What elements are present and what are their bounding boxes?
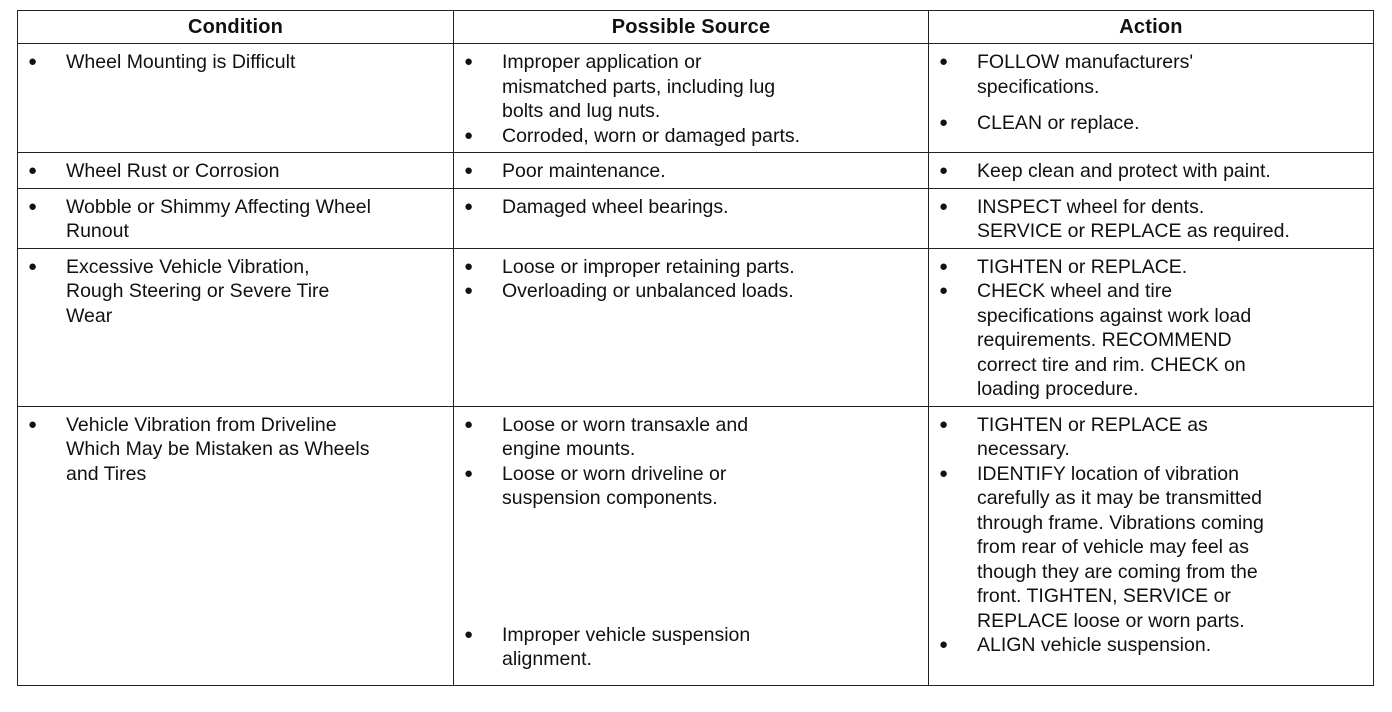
bullet-icon: ● <box>464 625 474 643</box>
source-text: Corroded, worn or damaged parts. <box>502 124 801 147</box>
bullet-icon: ● <box>939 257 949 275</box>
condition-item <box>26 195 447 244</box>
bullet-icon: ● <box>28 197 38 215</box>
header-condition: Condition <box>18 11 454 44</box>
condition-item <box>26 50 447 75</box>
bullet-icon: ● <box>939 114 949 131</box>
condition-text: Wheel Rust or Corrosion <box>66 160 280 182</box>
condition-item <box>26 255 447 329</box>
bullet-icon: ● <box>939 53 949 70</box>
action-item <box>937 50 1367 99</box>
bullet-icon: ● <box>28 162 38 179</box>
bullet-icon: ● <box>28 257 38 275</box>
source-cell <box>454 188 929 248</box>
condition-item <box>26 159 447 184</box>
action-text: CHECK wheel and tire specifications against work load requirements. RECOMMEND correct tire and rim. CHECK on loading procedure. <box>977 280 1252 400</box>
action-text: TIGHTEN or REPLACE. <box>977 255 1188 278</box>
bullet-icon: ● <box>939 464 949 482</box>
bullet-icon: ● <box>464 53 474 70</box>
source-cell <box>454 153 929 189</box>
header-row <box>18 11 1374 44</box>
action-text: INSPECT wheel for dents. SERVICE or REPLACE as required. <box>977 195 1290 242</box>
condition-cell <box>18 248 454 406</box>
source-item <box>462 255 922 280</box>
action-text: FOLLOW manufacturers' specifications. <box>977 51 1194 98</box>
action-item <box>937 462 1367 634</box>
bullet-icon: ● <box>464 282 474 299</box>
source-text: Poor maintenance. <box>502 160 666 182</box>
source-text: Improper vehicle suspension alignment. <box>502 623 751 670</box>
action-item <box>937 279 1367 402</box>
condition-text: Vehicle Vibration from Driveline Which May be Mistaken as Wheels and Tires <box>66 413 370 485</box>
action-cell <box>929 44 1374 153</box>
condition-text: Wobble or Shimmy Affecting Wheel Runout <box>66 195 371 242</box>
bullet-icon: ● <box>939 636 949 653</box>
action-text: Keep clean and protect with paint. <box>977 160 1271 182</box>
action-item <box>937 195 1367 244</box>
bullet-icon: ● <box>464 162 474 179</box>
action-text: TIGHTEN or REPLACE as necessary. <box>977 413 1208 460</box>
action-item <box>937 255 1367 280</box>
condition-text: Wheel Mounting is Difficult <box>66 51 296 73</box>
bullet-icon: ● <box>464 257 474 275</box>
table-row <box>18 188 1374 248</box>
source-item <box>462 462 922 511</box>
action-item <box>937 111 1367 136</box>
table-row <box>18 248 1374 406</box>
source-text: Loose or worn transaxle and engine mounts. <box>502 413 749 460</box>
action-item <box>937 159 1367 184</box>
table-row <box>18 44 1374 153</box>
source-item <box>462 279 922 304</box>
bullet-icon: ● <box>28 53 38 70</box>
source-text: Loose or improper retaining parts. <box>502 255 795 278</box>
source-cell <box>454 44 929 153</box>
bullet-icon: ● <box>939 415 949 433</box>
action-cell <box>929 406 1374 685</box>
condition-cell <box>18 153 454 189</box>
source-cell <box>454 248 929 406</box>
source-item <box>462 50 922 124</box>
table-row <box>18 406 1374 685</box>
action-item <box>937 413 1367 462</box>
source-text: Damaged wheel bearings. <box>502 195 729 218</box>
source-text: Overloading or unbalanced loads. <box>502 280 794 302</box>
table-row <box>18 153 1374 189</box>
bullet-icon: ● <box>939 197 949 215</box>
bullet-icon: ● <box>939 282 949 299</box>
source-item <box>462 413 922 462</box>
action-cell <box>929 153 1374 189</box>
action-text: CLEAN or replace. <box>977 112 1140 134</box>
header-action: Action <box>929 11 1374 44</box>
source-cell <box>454 406 929 685</box>
source-text: Loose or worn driveline or suspension components. <box>502 462 727 509</box>
bullet-icon: ● <box>464 415 474 433</box>
bullet-icon: ● <box>464 197 474 215</box>
condition-cell <box>18 406 454 685</box>
source-item <box>462 124 922 149</box>
diagnosis-table <box>17 10 1374 686</box>
condition-text: Excessive Vehicle Vibration, Rough Steering or Severe Tire Wear <box>66 255 330 327</box>
condition-cell <box>18 188 454 248</box>
condition-cell <box>18 44 454 153</box>
condition-item <box>26 413 447 487</box>
bullet-icon: ● <box>464 126 474 144</box>
bullet-icon: ● <box>464 464 474 482</box>
action-text: IDENTIFY location of vibration carefully as it may be transmitted through frame. Vibrations coming from rear of vehicle may feel as though they are coming from the front. TIGHTEN, SERVICE or REPLACE loose or worn parts. <box>977 462 1264 632</box>
source-text: Improper application or mismatched parts, including lug bolts and lug nuts. <box>502 51 776 122</box>
bullet-icon: ● <box>939 162 949 179</box>
source-item <box>462 159 922 184</box>
source-item <box>462 623 922 672</box>
source-item <box>462 195 922 220</box>
action-text: ALIGN vehicle suspension. <box>977 634 1212 656</box>
action-cell <box>929 248 1374 406</box>
action-item <box>937 633 1367 658</box>
bullet-icon: ● <box>28 415 38 433</box>
header-possible-source: Possible Source <box>454 11 929 44</box>
action-cell <box>929 188 1374 248</box>
